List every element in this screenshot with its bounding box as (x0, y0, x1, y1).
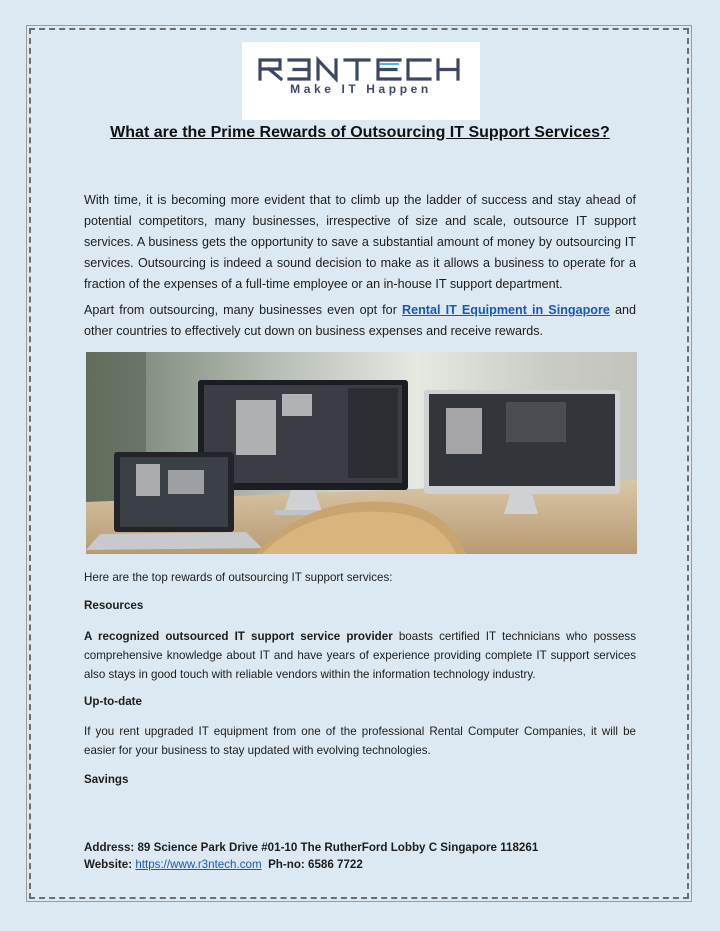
footer-contact (84, 858, 363, 871)
heading-savings: Savings (84, 773, 129, 786)
rewards-lead: Here are the top rewards of outsourcing IT support services: (84, 571, 393, 584)
page-title: What are the Prime Rewards of Outsourcing IT Support Services? (110, 124, 610, 141)
website-link[interactable]: https://www.r3ntech.com (135, 858, 262, 871)
heading-resources: Resources (84, 599, 144, 612)
company-logo (242, 42, 480, 120)
logo-tagline: Make IT Happen (290, 82, 432, 96)
rental-text-before: Apart from outsourcing, many businesses even opt for (84, 303, 402, 317)
phone-number: Ph-no: 6586 7722 (268, 858, 363, 871)
footer-address: Address: 89 Science Park Drive #01-10 The RutherFord Lobby C Singapore 118261 (84, 841, 539, 854)
workspace-photo (86, 352, 637, 554)
website-label: Website: (84, 858, 136, 871)
rental-text-after: and other countries to effectively cut down on business expenses and receive rewards. (84, 303, 636, 338)
rental-equipment-link[interactable]: Rental IT Equipment in Singapore (401, 303, 610, 317)
rental-paragraph (84, 300, 636, 342)
heading-up-to-date: Up-to-date (84, 695, 142, 708)
resources-paragraph (84, 627, 636, 684)
logo-wordmark (256, 56, 466, 82)
intro-paragraph: With time, it is becoming more evident that to climb up the ladder of success and stay ahead of potential competitors, many businesses, irrespective of size and scale, outsource IT support services. A business gets the opportunity to save a substantial amount of money by outsourcing IT services. Outsourcing is indeed a sound decision to make as it allows a business to operate for a fraction of the expenses of a full-time employee or an in-house IT support department. (84, 193, 636, 291)
up-to-date-paragraph: If you rent upgraded IT equipment from one of the professional Rental Computer Companies, it will be easier for your business to stay updated with evolving technologies. (84, 725, 636, 757)
resources-text: boasts certified IT technicians who possess comprehensive knowledge about IT and have years of experience providing complete IT support services also stays in good touch with reliable vendors within the information technology industry. (84, 630, 636, 681)
resources-bold-lead: A recognized outsourced IT support service provider (84, 630, 393, 643)
